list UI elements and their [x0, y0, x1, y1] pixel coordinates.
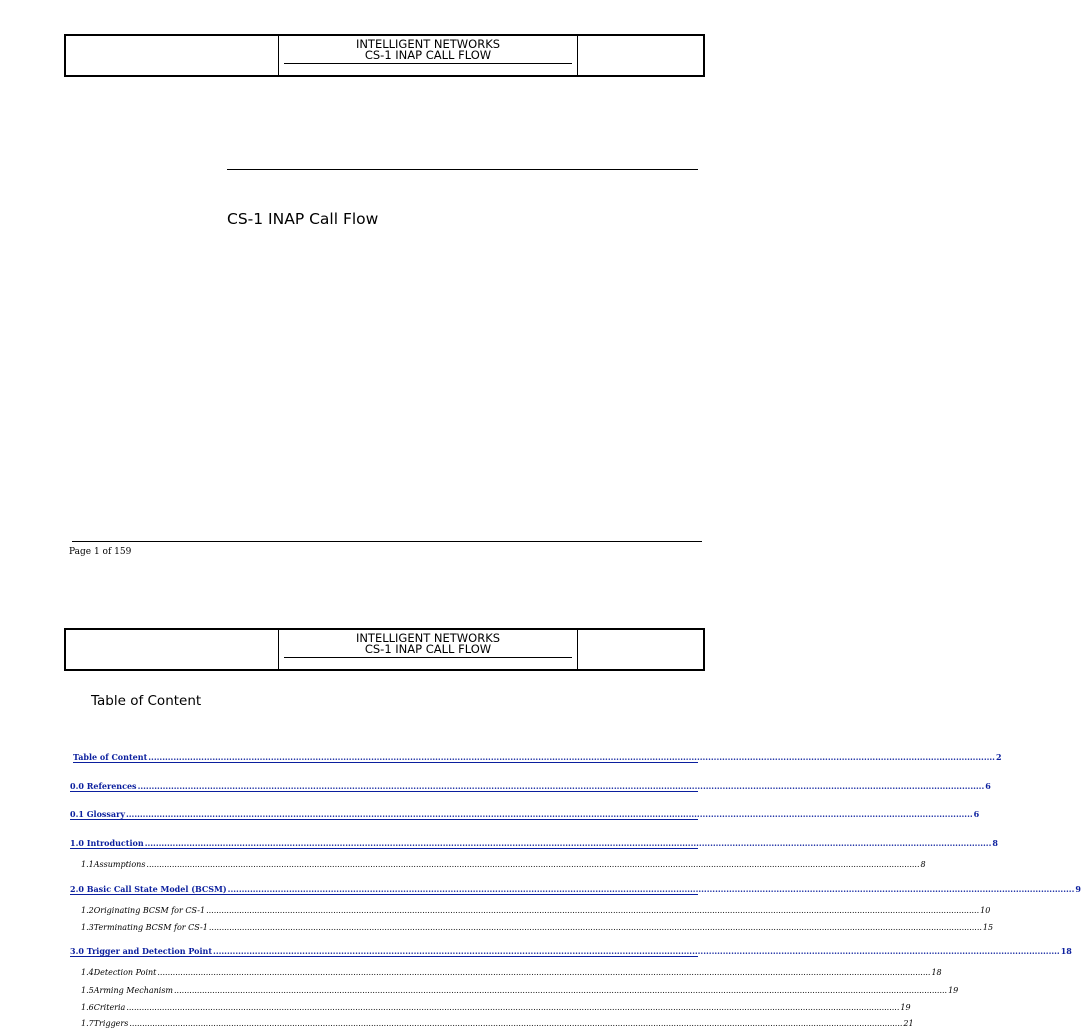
toc-entry-label: 1.1Assumptions — [81, 860, 146, 869]
toc-entry[interactable] — [70, 884, 1081, 895]
toc-entry-label: 1.3Terminating BCSM for CS-1 — [81, 923, 208, 932]
toc-entry-label: 1.4Detection Point — [81, 968, 157, 977]
toc-entry-page: 2 — [995, 752, 1002, 762]
page-header-table — [64, 34, 705, 77]
toc-entry-label: 2.0 Basic Call State Model (BCSM) — [70, 884, 227, 894]
header-divider — [284, 63, 572, 64]
header-title-line2: CS-1 INAP CALL FLOW — [364, 642, 492, 656]
header-left-cell — [66, 36, 279, 75]
toc-leader: ................................................................................................................................................................................................................................................................................................................ — [208, 923, 982, 932]
toc-leader: ................................................................................................................................................................................................................................................................................................................ — [157, 968, 931, 977]
toc-entry-label: 1.7Triggers — [81, 1019, 129, 1028]
header-left-cell — [66, 630, 279, 669]
toc-leader: ................................................................................................................................................................................................................................................................................................................ — [213, 946, 1060, 956]
toc-entry[interactable] — [70, 838, 998, 849]
page-number: Page 1 of 159 — [69, 547, 132, 557]
toc-leader: ................................................................................................................................................................................................................................................................................................................ — [148, 752, 995, 762]
toc-entry-page: 6 — [985, 781, 991, 791]
toc-entry-label: 1.0 Introduction — [70, 838, 144, 848]
header-right-cell — [578, 36, 703, 75]
toc-leader: ................................................................................................................................................................................................................................................................................................................ — [174, 986, 948, 995]
toc-entry-page: 6 — [973, 809, 980, 819]
toc-entry-label: 1.6Criteria — [81, 1003, 126, 1012]
header-title-cell — [279, 36, 578, 75]
toc-heading: Table of Content — [91, 693, 202, 709]
toc-entry[interactable] — [81, 1019, 914, 1029]
header-divider — [284, 657, 572, 658]
toc-entry-page: 9 — [1075, 884, 1081, 894]
toc-entry[interactable] — [81, 968, 942, 978]
toc-entry[interactable] — [70, 781, 991, 792]
toc-leader: ................................................................................................................................................................................................................................................................................................................ — [206, 906, 980, 915]
toc-entry[interactable] — [81, 986, 959, 996]
toc-entry[interactable] — [81, 1003, 911, 1013]
toc-entry[interactable] — [81, 906, 991, 916]
toc-leader: ................................................................................................................................................................................................................................................................................................................ — [125, 809, 973, 819]
toc-leader: ................................................................................................................................................................................................................................................................................................................ — [144, 838, 992, 848]
header-title-cell — [279, 630, 578, 669]
toc-entry-page: 19 — [900, 1003, 911, 1012]
toc-entry[interactable] — [70, 809, 980, 820]
toc-entry-page: 15 — [982, 923, 994, 932]
header-right-cell — [578, 630, 703, 669]
toc-entry-page: 18 — [1060, 946, 1072, 956]
toc-leader: ................................................................................................................................................................................................................................................................................................................ — [137, 781, 985, 791]
toc-entry-page: 21 — [903, 1019, 914, 1028]
page-header-table — [64, 628, 705, 671]
document-title: CS-1 INAP Call Flow — [227, 210, 379, 228]
toc-leader: ................................................................................................................................................................................................................................................................................................................ — [126, 1003, 900, 1012]
header-title-line1: INTELLIGENT NETWORKS — [355, 37, 501, 51]
toc-entry-label: 3.0 Trigger and Detection Point — [70, 946, 213, 956]
header-title-line1: INTELLIGENT NETWORKS — [355, 631, 501, 645]
toc-entry[interactable] — [73, 752, 1002, 763]
toc-entry-page: 19 — [948, 986, 959, 995]
toc-leader: ................................................................................................................................................................................................................................................................................................................ — [227, 884, 1075, 894]
toc-entry[interactable] — [81, 923, 994, 933]
toc-entry-page: 18 — [931, 968, 942, 977]
title-rule — [227, 169, 698, 170]
toc-leader: ................................................................................................................................................................................................................................................................................................................ — [146, 860, 920, 869]
toc-entry-page: 10 — [980, 906, 991, 915]
toc-entry-label: 0.1 Glossary — [70, 809, 125, 819]
toc-entry[interactable] — [81, 860, 926, 870]
toc-entry[interactable] — [70, 946, 1072, 957]
footer-rule — [72, 541, 702, 542]
toc-entry-label: 0.0 References — [70, 781, 137, 791]
header-title-line2: CS-1 INAP CALL FLOW — [364, 48, 492, 62]
toc-entry-label: Table of Content — [73, 752, 148, 762]
toc-entry-label: 1.2Originating BCSM for CS-1 — [81, 906, 206, 915]
toc-leader: ................................................................................................................................................................................................................................................................................................................ — [129, 1019, 903, 1028]
toc-entry-label: 1.5Arming Mechanism — [81, 986, 174, 995]
toc-entry-page: 8 — [992, 838, 998, 848]
toc-entry-page: 8 — [920, 860, 926, 869]
